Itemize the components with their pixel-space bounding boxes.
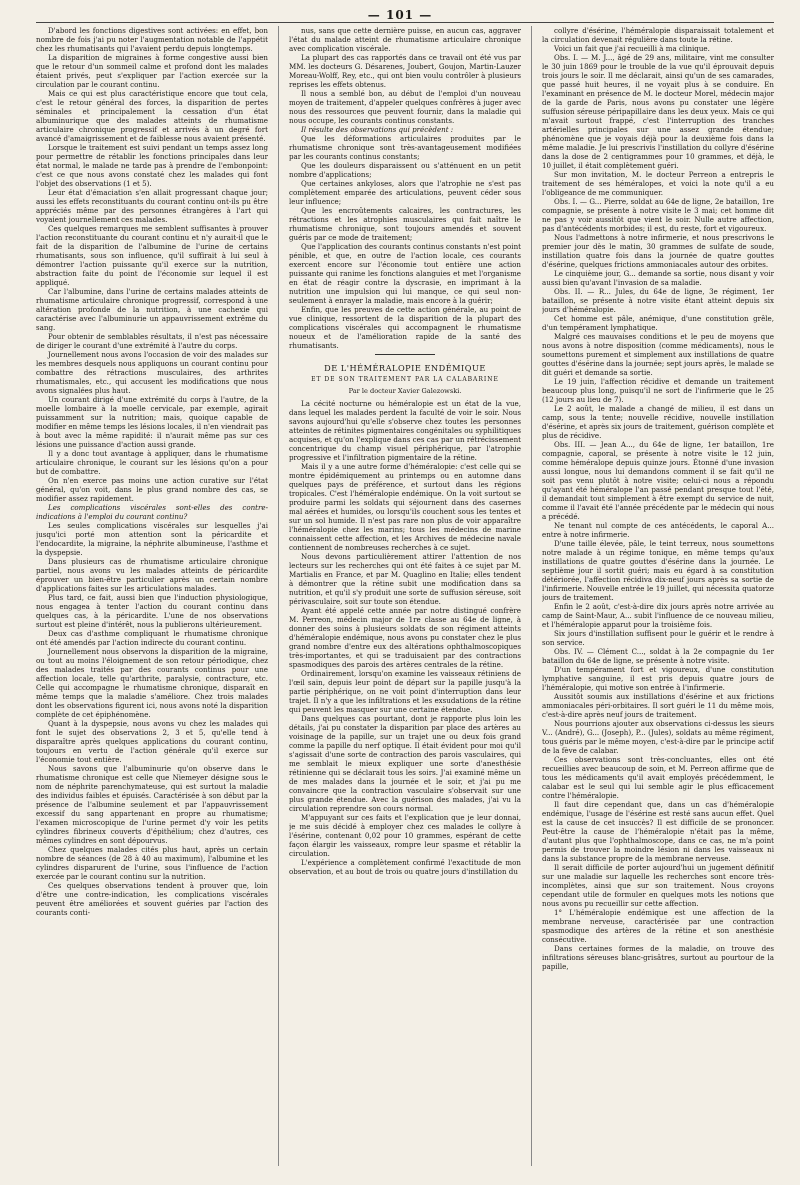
paragraph: Obs. I. — M. J..., âgé de 29 ans, militaire, vint me consulter le 30 juin 1869 pour le trouble de la vue qu'il éprouvait depuis trois jours le soir. Il me déclarait, ainsi qu'un de ses camarades, que passé huit heures, il ne voyait plus à se conduire. En l'examinant en présence de M. le docteur Morel, médecin major de la garde de Paris, nous avons pu constater une légère suffusion séreuse péripapillaire dans les deux yeux. Mais ce qui m'avait surtout frappé, c'est l'interruption des tranches artérielles principales sur une assez grande étendue; phénomène que je voyais déjà pour la deuxième fois dans la même maladie. Je lui prescrivis l'instillation du collyre d'ésérine dans la dose de 2 centigrammes pour 10 grammes, et déjà, le 10 juillet, il était complètement guéri. — [542, 53, 774, 170]
paragraph: Que certaines ankyloses, alors que l'atrophie ne s'est pas complètement emparée des articulations, peuvent céder sous leur influence; — [289, 179, 521, 206]
paragraph: Nous pourrions ajouter aux observations ci-dessus les sieurs V... (André), G... (Joseph), P... (Jules), soldats au même régiment, tous guéris par le même moyen, c'est-à-dire par le principe actif de la fève de calabar. — [542, 719, 774, 755]
paragraph: Chez quelques malades cités plus haut, après un certain nombre de séances (de 28 à 40 au maximum), l'albumine et les cylindres disparurent de l'urine, sous l'influence de l'action exercée par le courant continu sur la nutrition. — [36, 845, 268, 881]
paragraph: Plus tard, ce fait, aussi bien que l'induction physiologique, nous engagea à tenter l'action du courant continu dans quelques cas, à la péricardite. L'une de nos observations surtout est pleine d'intérêt, nous la publierons ultérieurement. — [36, 593, 268, 629]
subheading-complications: Les complications viscérales sont-elles des contre-indications à l'emploi du courant continu? — [36, 503, 268, 521]
paragraph: Nous devons particulièrement attirer l'attention de nos lecteurs sur les recherches qui ont été faites à ce sujet par M. Martialis en France, et par M. Quaglino en Italie; elles tendent à démontrer que la rétine subit une modification dans sa nutrition, et qu'il s'y produit une sorte de suffusion séreuse, soit périvasculaire, soit sur toute son étendue. — [289, 552, 521, 606]
paragraph: Dans plusieurs cas de rhumatisme articulaire chronique partiel, nous avons vu les malades atteints de péricardite éprouver un bien-être particulier après un certain nombre d'applications faites sur les articulations malades. — [36, 557, 268, 593]
column-divider — [278, 26, 279, 1166]
paragraph: Sur mon invitation, M. le docteur Perreon a entrepris le traitement de ses héméralopes, et voici la note qu'il a eu l'obligeance de me communiquer. — [542, 170, 774, 197]
paragraph: Ordinairement, lorsqu'on examine les vaisseaux rétiniens de l'œil sain, depuis leur point de départ sur la papille jusqu'à la partie périphérique, on ne voit point d'interruption dans leur trajet. Il n'y a que les infiltrations et les exsudations de la rétine qui peuvent les masquer sur une certaine étendue. — [289, 669, 521, 714]
paragraph: Les seules complications viscérales sur lesquelles j'ai jusqu'ici porté mon attention sont la péricardite et l'endocardite, la migraine, la néphrite albumineuse, l'asthme et la dyspepsie. — [36, 521, 268, 557]
paragraph: Mais il y a une autre forme d'héméralopie: c'est celle qui se montre épidémiquement au printemps ou en automne dans quelques pays de préférence, et surtout dans les régions tropicales. C'est l'héméralopie endémique. On la voit surtout se produire parmi les soldats qui séjournent dans des casernes mal aérées et humides, ou lorsqu'ils couchent sous les tentes et sur un sol humide. Il n'est pas rare non plus de voir apparaître l'héméralopie chez les marins; tous les médecins de marine connaissent cette affection, et les Archives de médecine navale contiennent de nombreuses recherches à ce sujet. — [289, 462, 521, 552]
columns — [36, 26, 774, 1166]
column-2 — [289, 26, 521, 1166]
column-1-paragraphs-b — [36, 521, 268, 917]
paragraph: Nous l'admettons à notre infirmerie, et nous prescrivons le premier jour dès le matin, 30 grammes de sulfate de soude, instillation quatre fois dans la journée de quatre gouttes d'ésérine, quelques frictions ammoniacales autour des orbites. — [542, 233, 774, 269]
paragraph: Quant à la dyspepsie, nous avons vu chez les malades qui font le sujet des observations 2, 3 et 5, qu'elle tend à disparaître après quelques applications du courant continu, toujours en vertu de l'action générale qu'il exerce sur l'économie tout entière. — [36, 719, 268, 764]
results-heading: Il résulte des observations qui précèdent : — [301, 125, 454, 134]
page-number: — 101 — — [367, 8, 433, 22]
paragraph: Aussitôt soumis aux instillations d'ésérine et aux frictions ammoniacales péri-orbitaires. Il sort guéri le 11 du même mois, c'est-à-dire après neuf jours de traitement. — [542, 692, 774, 719]
section-divider — [375, 354, 435, 355]
paragraph: Que les encroûtements calcaires, les contractures, les rétractions et les atrophies musculaires qui fait naître le rhumatisme chronique, sont toujours amendés et souvent guéris par ce mode de traitement; — [289, 206, 521, 242]
paragraph: D'abord les fonctions digestives sont activées: en effet, bon nombre de fois j'ai pu noter l'augmentation notable de l'appétit chez les rhumatisants qui l'avaient perdu depuis longtemps. — [36, 26, 268, 53]
paragraph: Ces quelques remarques me semblent suffisantes à prouver l'action reconstituante du courant continu et n'y aurait-il que le fait de la disparition de l'albumine de l'urine de certains rhumatisants, sous son influence, qu'il suffirait à lui seul à démontrer l'action puissante qu'il exerce sur la nutrition, abstraction faite du point de l'économie sur lequel il est appliqué. — [36, 224, 268, 287]
paragraph: La cécité nocturne ou héméralopie est un état de la vue, dans lequel les malades perdent la faculté de voir le soir. Nous savons aujourd'hui qu'elle s'observe chez toutes les personnes atteintes de rétinites pigmentaires congénitales ou syphilitiques acquises, et qu'on l'explique dans ces cas par un rétrécissement concentrique du champ visuel périphérique, par l'atrophie progressive et l'infiltration pigmentaire de la rétine. — [289, 399, 521, 462]
column-3 — [542, 26, 774, 1166]
paragraph: Obs. IV. — Clément C..., soldat à la 2e compagnie du 1er bataillon du 64e de ligne, se présente à notre visite. — [542, 647, 774, 665]
header-rule — [36, 22, 774, 23]
paragraph: Le cinquième jour, G... demande sa sortie, nous disant y voir aussi bien qu'avant l'invasion de sa maladie. — [542, 269, 774, 287]
column-1 — [36, 26, 268, 1166]
paragraph: L'expérience a complètement confirmé l'exactitude de mon observation, et au bout de trois ou quatre jours d'instillation du — [289, 858, 521, 876]
paragraph: Pour obtenir de semblables résultats, il n'est pas nécessaire de diriger le courant d'une extrémité à l'autre du corps. — [36, 332, 268, 350]
paragraph: Un courant dirigé d'une extrémité du corps à l'autre, de la moelle lombaire à la moelle cervicale, par exemple, agirait puissamment sur la nutrition; mais, quoique capable de modifier en même temps les lésions locales, il n'en viendrait pas à bout avec la même rapidité: il n'aurait même pas sur ces lésions une puissance d'action aussi grande. — [36, 395, 268, 449]
column-divider — [531, 26, 532, 1166]
paragraph: Voici un fait que j'ai recueilli à ma clinique. — [554, 44, 710, 53]
paragraph: On n'en exerce pas moins une action curative sur l'état général, qu'on voit, dans le plus grand nombre des cas, se modifier assez rapidement. — [36, 476, 268, 503]
article-subtitle: ET DE SON TRAITEMENT PAR LA CALABARINE — [311, 376, 499, 383]
paragraph: Malgré ces mauvaises conditions et le peu de moyens que nous avons à notre disposition (comme médicaments), nous le soumettons purement et simplement aux instillations de quatre gouttes d'ésérine dans la journée; sept jours après, le malade se dit guéri et demande sa sortie. — [542, 332, 774, 377]
paragraph: Ayant été appelé cette année par notre distingué confrère M. Perreon, médecin major de 1re classe au 64e de ligne, à donner des soins à plusieurs soldats de son régiment atteints d'héméralopie endémique, nous avons pu constater chez le plus grand nombre d'entre eux des altérations ophthalmoscopiques très-importantes, et qui se traduisaient par des contractions spasmodiques des parois des artères centrales de la rétine. — [289, 606, 521, 669]
paragraph: nus, sans que cette dernière puisse, en aucun cas, aggraver l'état du malade atteint de rhumatisme articulaire chronique avec complication viscérale. — [289, 26, 521, 53]
paragraph: Journellement nous observons la disparition de la migraine, ou tout au moins l'éloignement de son retour périodique, chez des malades traités par des courants continus pour une affection locale, telle qu'arthrite, paralysie, contracture, etc. Celle qui accompagne le rhumatisme chronique, disparaît en même temps que la maladie s'améliore. Chez trois malades dont les observations figurent ici, nous avons noté la disparition complète de cet épiphénomène. — [36, 647, 268, 719]
paragraph: Car l'albumine, dans l'urine de certains malades atteints de rhumatisme articulaire chronique progressif, correspond à une altération profonde de la nutrition, à une cachexie qui caractérise avec l'albuminurie un appauvrissement extrême du sang. — [36, 287, 268, 332]
column-2-conclusions — [289, 134, 521, 350]
paragraph: 1° L'héméralopie endémique est une affection de la membrane nerveuse, caractérisée par une contraction spasmodique des artères de la rétine et son anesthésie consécutive. — [542, 908, 774, 944]
paragraph: Ces observations sont très-concluantes, elles ont été recueillies avec beaucoup de soin, et M. Perreon affirme que de tous les médicaments qu'il avait employés précédemment, le calabar est le seul qui lui semble agir le plus efficacement contre l'héméralopie. — [542, 755, 774, 800]
paragraph: Il faut dire cependant que, dans un cas d'héméralopie endémique, l'usage de l'ésérine est resté sans aucun effet. Quel est la cause de cet insuccès? Il est difficile de se prononcer. Peut-être la cause de l'héméralopie n'était pas la même, d'autant plus que l'ophthalmoscope, dans ce cas, ne m'a point permis de trouver la moindre lésion ni dans les vaisseaux ni dans la substance propre de la membrane nerveuse. — [542, 800, 774, 863]
paragraph: Six jours d'instillation suffisent pour le guérir et le rendre à son service. — [542, 629, 774, 647]
paragraph: La disparition de migraines à forme congestive aussi bien que le retour d'un sommeil calme et profond dont les malades étaient privés, peut s'expliquer par l'action exercée sur la circulation par le courant continu. — [36, 53, 268, 89]
paragraph: Obs. III. — Jean A..., du 64e de ligne, 1er bataillon, 1re compagnie, caporal, se présente à notre visite le 12 juin, comme héméralope depuis quinze jours. Étonné d'une invasion aussi longue, nous lui demandons comment il se fait qu'il ne soit pas venu plutôt à notre visite; celui-ci nous a répondu qu'ayant été héméralope l'an passé pendant presque tout l'été, il demandait tout simplement à être exempt du service de nuit, comme il l'avait été l'année précédente par le médecin qui nous a précédé. — [542, 440, 774, 521]
paragraph: M'appuyant sur ces faits et l'explication que je leur donnai, je me suis décidé à employer chez ces malades le collyre à l'ésérine, contenant 0,02 pour 10 grammes, espérant de cette façon élargir les vaisseaux, rompre leur spasme et rétablir la circulation. — [289, 813, 521, 858]
paragraph: La plupart des cas rapportés dans ce travail ont été vus par MM. les docteurs G. Désarenes, Joubert, Goujon, Martin-Lauzer Moreau-Wolff, Rey, etc., qui ont bien voulu contrôler à plusieurs reprises les effets obtenus. — [289, 53, 521, 89]
paragraph: Enfin, que les preuves de cette action générale, au point de vue clinique, ressortent de la disparition de la plupart des complications viscérales qui accompagnent le rhumatisme noueux et de l'amélioration rapide de la santé des rhumatisants. — [289, 305, 521, 350]
paragraph: Enfin le 2 août, c'est-à-dire dix jours après notre arrivée au camp de Saint-Maur, A... subit l'influence de ce nouveau milieu, et l'héméralopie apparut pour la troisième fois. — [542, 602, 774, 629]
paragraph: D'une taille élevée, pâle, le teint terreux, nous soumettons notre malade à un régime tonique, en même temps qu'aux instillations de quatre gouttes d'ésérine dans la journée. Le septième jour il sortit guéri; mais eu égard à sa constitution détériorée, l'affection récidiva dix-neuf jours après sa sortie de l'infirmerie. Nouvelle entrée le 19 juillet, qui nécessita quatorze jours de traitement. — [542, 539, 774, 602]
paragraph: Obs. II. — R... Jules, du 64e de ligne, 3e régiment, 1er bataillon, se présente à notre visite étant atteint depuis six jours d'héméralopie. — [542, 287, 774, 314]
paragraph: Obs. I. — G... Pierre, soldat au 64e de ligne, 2e bataillon, 1re compagnie, se présente à notre visite le 3 mai; cet homme dit ne pas y voir aussitôt que vient le soir. Nulle autre affection, pas d'antécédents morbides; il est, du reste, fort et vigoureux. — [542, 197, 774, 233]
paragraph: Que les déformations articulaires produites par le rhumatisme chronique sont très-avantageusement modifiées par les courants continus constants; — [289, 134, 521, 161]
paragraph: Journellement nous avons l'occasion de voir des malades sur les membres desquels nous appliquons un courant continu pour combattre des rétractions musculaires, des arthrites rhumatismales, etc., qui accusent les modifications que nous avons signalées plus haut. — [36, 350, 268, 395]
article-title: DE L'HÉMÉRALOPIE ENDÉMIQUE — [324, 363, 486, 373]
paragraph: Deux cas d'asthme compliquant le rhumatisme chronique ont été amendés par l'action indirecte du courant continu. — [36, 629, 268, 647]
paragraph: Leur état d'émaciation s'en allait progressant chaque jour; aussi les effets reconstituants du courant continu ont-ils pu être appréciés même par des personnes étrangères à l'art qui voyaient journellement ces malades. — [36, 188, 268, 224]
paragraph: Lorsque le traitement est suivi pendant un temps assez long pour permettre de rétablir les fonctions principales dans leur état normal, le malade ne tarde pas à prendre de l'embonpoint: c'est ce que nous avons constaté chez les malades qui font l'objet des observations (1 et 5). — [36, 143, 268, 188]
column-2-paragraphs — [289, 26, 521, 125]
paragraph: Ne tenant nul compte de ces antécédents, le caporal A... entre à notre infirmerie. — [542, 521, 774, 539]
paragraph: Cet homme est pâle, anémique, d'une constitution grêle, d'un tempérament lymphatique. — [542, 314, 774, 332]
paragraph: Le 2 août, le malade a changé de milieu, il est dans un camp, sous la tente; nouvelle récidive, nouvelle instillation d'ésérine, et après six jours de traitement, guérison complète et plus de récidive. — [542, 404, 774, 440]
paragraph: Le 19 juin, l'affection récidive et demande un traitement beaucoup plus long, puisqu'il ne sort de l'infirmerie que le 25 (12 jours au lieu de 7). — [542, 377, 774, 404]
column-1-paragraphs — [36, 26, 268, 503]
paragraph: Que les douleurs disparaissent ou s'atténuent en un petit nombre d'applications; — [289, 161, 521, 179]
paragraph: Il nous a semblé bon, au début de l'emploi d'un nouveau moyen de traitement, d'appeler quelques confrères à juger avec nous des ressources que peuvent fournir, dans la maladie qui nous occupe, les courants continus constants. — [289, 89, 521, 125]
paragraph: Il y a donc tout avantage à appliquer, dans le rhumatisme articulaire chronique, le courant sur les lésions qu'on a pour but de combattre. — [36, 449, 268, 476]
paragraph: Dans quelques cas pourtant, dont je rapporte plus loin les détails, j'ai pu constater la disparition par place des artères au voisinage de la papille, sur un trajet une ou deux fois grand comme la papille du nerf optique. Il était évident pour moi qu'il s'agissait d'une sorte de contraction des parois vasculaires, qui me semblait le mieux expliquer une sorte d'anesthésie rétinienne qui se déclarait tous les soirs. J'ai examiné même un de mes malades dans la journée et le soir, et j'ai pu me convaincre que la contraction vasculaire s'observait sur une plus grande étendue. Avec la guérison des malades, j'ai vu la circulation reprendre son cours normal. — [289, 714, 521, 813]
paragraph: D'un tempérament fort et vigoureux, d'une constitution lymphative sanguine, il est pris depuis quatre jours de l'héméralopie, qui motive son entrée à l'infirmerie. — [542, 665, 774, 692]
paragraph: Que l'application des courants continus constants n'est point pénible, et que, en outre de l'action locale, ces courants exercent encore sur l'économie tout entière une action puissante qui ranime les fonctions alanguies et met l'organisme en état de réagir contre la dyscrasie, en imprimant à la nutrition une impulsion qui lui manque, ce qui seul non-seulement à enrayer la maladie, mais encore à la guérir; — [289, 242, 521, 305]
paragraph: Il serait difficile de porter aujourd'hui un jugement définitif sur une maladie sur laquelle les recherches sont encore très-incomplètes, ainsi que sur son traitement. Nous croyons cependant utile de formuler en quelques mots les notions que nous avons pu recueillir sur cette affection. — [542, 863, 774, 908]
paragraph: collyre d'ésérine, l'héméralopie disparaissait totalement et la circulation devenait régulière dans toute la rétine. — [542, 26, 774, 44]
column-3-paragraphs — [542, 26, 774, 971]
paragraph: Nous savons que l'albuminurie qu'on observe dans le rhumatisme chronique est celle que Niemeyer désigne sous le nom de néphrite parenchymateuse, qui est surtout la maladie des individus faibles et épuisés. Caractérisée à son début par la présence de l'albumine seulement et par l'appauvrissement excessif du sang appartenant en propre au rhumatisme; l'examen microscopique de l'urine permet d'y voir les petits cylindres fibrineux couverts d'épithélium; chez d'autres, ces mêmes cylindres en sont dépourvus. — [36, 764, 268, 845]
article-byline: Par le docteur Xavier Galezowski. — [348, 387, 462, 395]
column-2-article-paragraphs — [289, 399, 521, 876]
paragraph: Mais ce qui est plus caractéristique encore que tout cela, c'est le retour général des forces, la disparition de pertes séminales et principalement la cessation d'un état albuminurique que des malades atteints de rhumatisme articulaire chronique progressif et arrivés à un degré fort avancé d'amaigrissement et de faiblesse nous avaient présenté. — [36, 89, 268, 143]
paragraph: Ces quelques observations tendent à prouver que, loin d'être une contre-indication, les complications viscérales peuvent être améliorées et souvent guéries par l'action des courants conti- — [36, 881, 268, 917]
paragraph: Dans certaines formes de la maladie, on trouve des infiltrations séreuses blanc-grisâtres, surtout au pourtour de la papille, — [542, 944, 774, 971]
